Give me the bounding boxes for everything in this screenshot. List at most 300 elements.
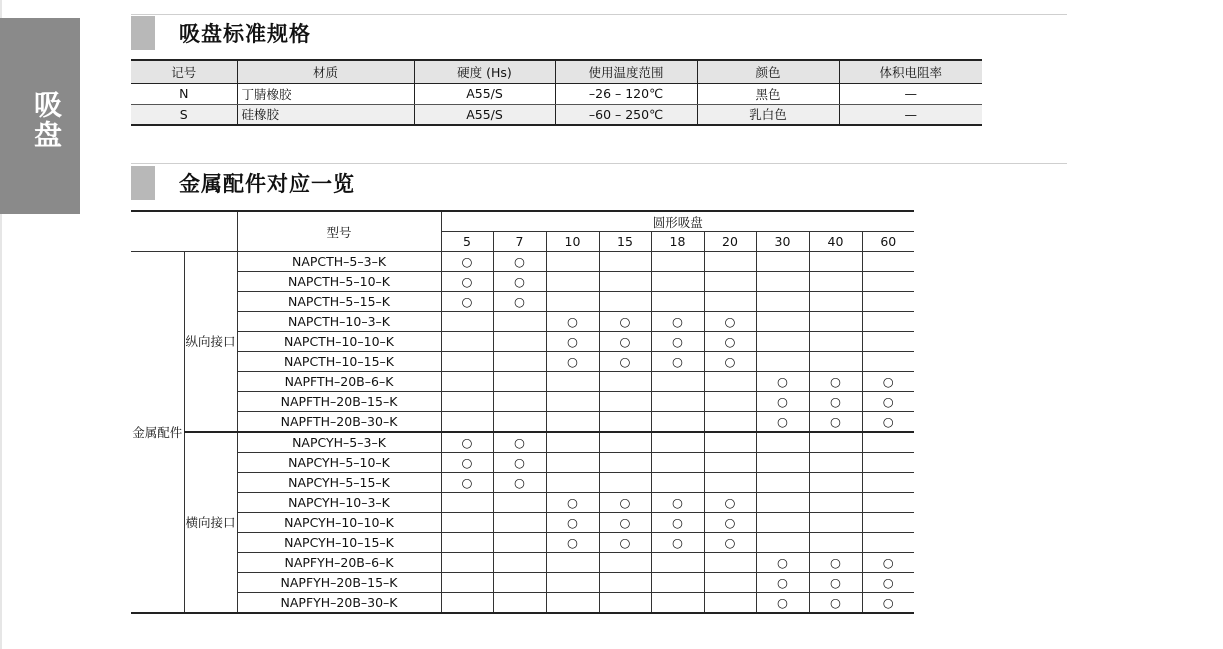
compat-cell (493, 392, 546, 412)
compat-cell (441, 432, 493, 453)
compat-cell (756, 553, 809, 573)
compat-cell (809, 533, 862, 553)
compat-cell (809, 432, 862, 453)
model-cell: NAPFTH–20B–6–K (237, 372, 441, 392)
table-row (131, 392, 914, 412)
model-cell: NAPCTH–10–15–K (237, 352, 441, 372)
compatible-mark: ○ (672, 354, 683, 369)
compat-cell (809, 292, 862, 312)
compat-cell (809, 272, 862, 292)
compatible-mark: ○ (724, 354, 736, 369)
compat-cell (704, 312, 756, 332)
compatible-mark: ○ (619, 535, 631, 550)
compat-cell (756, 292, 809, 312)
compat-cell (493, 312, 546, 332)
compat-cell (441, 332, 493, 352)
compat-cell (756, 372, 809, 392)
spec-header-cell: 使用温度范围 (555, 60, 697, 83)
compat-cell (651, 473, 704, 493)
compat-cell (493, 493, 546, 513)
compat-cell (599, 473, 651, 493)
spec-table (131, 59, 982, 126)
compatible-mark: ○ (830, 394, 841, 409)
table-row (131, 493, 914, 513)
spec-header-cell: 体积电阻率 (839, 60, 982, 83)
compatible-mark: ○ (724, 535, 736, 550)
model-cell: NAPCYH–5–15–K (237, 473, 441, 493)
model-cell: NAPFTH–20B–30–K (237, 412, 441, 433)
compat-cell (862, 573, 914, 593)
compat-cell (493, 352, 546, 372)
model-cell: NAPCYH–5–10–K (237, 453, 441, 473)
model-cell: NAPCTH–5–15–K (237, 292, 441, 312)
spec-cell: N (131, 83, 237, 104)
compat-cell (493, 473, 546, 493)
compat-cell (599, 332, 651, 352)
spec-section-header (131, 16, 311, 50)
compat-cell (756, 332, 809, 352)
model-cell: NAPCYH–10–15–K (237, 533, 441, 553)
compat-cell (704, 252, 756, 272)
compat-cell (756, 432, 809, 453)
size-header-cell: 60 (862, 232, 914, 252)
compatible-mark: ○ (882, 414, 894, 429)
compat-cell (651, 573, 704, 593)
compat-cell (651, 392, 704, 412)
spec-cell: –26 – 120℃ (555, 83, 697, 104)
compat-cell (809, 412, 862, 433)
compat-cell (651, 272, 704, 292)
category-label: 金属配件 (131, 252, 184, 614)
table-row (131, 553, 914, 573)
compat-cell (546, 412, 599, 433)
compat-cell (651, 432, 704, 453)
compatible-mark: ○ (882, 555, 894, 570)
model-cell: NAPCYH–5–3–K (237, 432, 441, 453)
size-header-cell: 30 (756, 232, 809, 252)
compat-cell (493, 553, 546, 573)
compat-cell (756, 453, 809, 473)
compat-header-row (131, 211, 914, 232)
compat-cell (546, 312, 599, 332)
compatible-mark: ○ (567, 354, 578, 369)
spec-cell: S (131, 104, 237, 125)
compat-cell (599, 412, 651, 433)
compat-cell (704, 372, 756, 392)
compat-cell (599, 392, 651, 412)
compat-cell (599, 372, 651, 392)
compat-cell (546, 553, 599, 573)
spec-cell: –60 – 250℃ (555, 104, 697, 125)
compatible-mark: ○ (777, 374, 788, 389)
compat-cell (493, 593, 546, 614)
spec-header-cell: 材质 (237, 60, 414, 83)
compat-cell (704, 432, 756, 453)
compat-cell (651, 493, 704, 513)
compat-cell (493, 453, 546, 473)
compat-cell (546, 292, 599, 312)
compat-cell (704, 352, 756, 372)
compatible-mark: ○ (567, 515, 578, 530)
compat-cell (493, 412, 546, 433)
compatible-mark: ○ (882, 575, 894, 590)
spec-cell: 丁腈橡胶 (237, 83, 414, 104)
compatible-mark: ○ (567, 314, 578, 329)
compatible-mark: ○ (830, 414, 841, 429)
compatible-mark: ○ (777, 575, 788, 590)
group-label: 纵向接口 (184, 252, 237, 433)
compat-cell (599, 493, 651, 513)
compat-cell (651, 252, 704, 272)
spec-cell: 硅橡胶 (237, 104, 414, 125)
compat-cell (441, 392, 493, 412)
compat-cell (862, 272, 914, 292)
compat-cell (704, 412, 756, 433)
spec-row (131, 83, 982, 104)
compat-cell (756, 272, 809, 292)
compatible-mark: ○ (461, 294, 473, 309)
spec-header-cell: 硬度 (Hs) (414, 60, 555, 83)
compat-cell (599, 272, 651, 292)
compat-cell (756, 412, 809, 433)
spec-cell: — (839, 104, 982, 125)
compat-section-title: 金属配件对应一览 (179, 172, 355, 196)
compat-cell (546, 573, 599, 593)
compat-cell (441, 553, 493, 573)
compat-cell (756, 352, 809, 372)
compat-cell (756, 513, 809, 533)
compat-cell (704, 553, 756, 573)
table-row (131, 473, 914, 493)
compat-cell (756, 392, 809, 412)
spec-row (131, 104, 982, 125)
table-row (131, 533, 914, 553)
table-row (131, 352, 914, 372)
compatible-mark: ○ (461, 475, 473, 490)
compat-cell (862, 432, 914, 453)
model-cell: NAPCYH–10–3–K (237, 493, 441, 513)
table-row (131, 332, 914, 352)
compat-cell (546, 493, 599, 513)
model-cell: NAPCTH–10–3–K (237, 312, 441, 332)
compat-cell (756, 573, 809, 593)
compat-cell (599, 513, 651, 533)
compat-cell (862, 513, 914, 533)
compat-cell (651, 332, 704, 352)
compat-cell (862, 312, 914, 332)
compat-cell (546, 593, 599, 614)
compat-cell (862, 453, 914, 473)
compat-cell (862, 533, 914, 553)
compat-cell (493, 272, 546, 292)
spec-cell: 黑色 (697, 83, 839, 104)
compat-cell (651, 593, 704, 614)
compat-cell (493, 252, 546, 272)
side-tab-label: 吸盘 (30, 90, 63, 150)
compat-cell (704, 493, 756, 513)
table-row (131, 312, 914, 332)
compatible-mark: ○ (514, 274, 525, 289)
compatible-mark: ○ (567, 334, 578, 349)
compat-cell (809, 513, 862, 533)
compat-cell (441, 493, 493, 513)
compat-cell (493, 332, 546, 352)
table-row (131, 573, 914, 593)
compatible-mark: ○ (777, 394, 788, 409)
compatible-mark: ○ (567, 495, 578, 510)
compatible-mark: ○ (672, 495, 683, 510)
compat-cell (756, 252, 809, 272)
group-label: 横向接口 (184, 432, 237, 613)
compat-cell (441, 573, 493, 593)
compat-cell (599, 252, 651, 272)
compat-cell (862, 553, 914, 573)
compat-cell (599, 292, 651, 312)
compat-table (131, 210, 914, 614)
compatible-mark: ○ (619, 495, 631, 510)
model-cell: NAPFYH–20B–15–K (237, 573, 441, 593)
compat-cell (704, 392, 756, 412)
compat-cell (441, 272, 493, 292)
compatible-mark: ○ (514, 475, 525, 490)
compat-cell (546, 252, 599, 272)
compat-cell (441, 312, 493, 332)
compatible-mark: ○ (514, 435, 525, 450)
compat-cell (704, 513, 756, 533)
compat-cell (862, 292, 914, 312)
spec-header-row (131, 60, 982, 83)
compat-cell (704, 453, 756, 473)
compat-cell (809, 372, 862, 392)
title-accent-bar (131, 16, 155, 50)
compat-cell (493, 513, 546, 533)
compat-cell (809, 593, 862, 614)
table-row (131, 513, 914, 533)
compatible-mark: ○ (777, 414, 788, 429)
compatible-mark: ○ (724, 515, 736, 530)
compat-cell (546, 513, 599, 533)
table-row (131, 453, 914, 473)
compatible-mark: ○ (461, 274, 473, 289)
compat-cell (493, 292, 546, 312)
spec-cell: A55/S (414, 104, 555, 125)
table-row (131, 252, 914, 272)
compatible-mark: ○ (514, 294, 525, 309)
size-header-cell: 7 (493, 232, 546, 252)
compat-cell (651, 553, 704, 573)
compatible-mark: ○ (567, 535, 578, 550)
compat-cell (441, 352, 493, 372)
compat-cell (756, 473, 809, 493)
compat-cell (599, 432, 651, 453)
compat-cell (651, 292, 704, 312)
compat-cell (756, 533, 809, 553)
compat-cell (704, 332, 756, 352)
compat-cell (651, 372, 704, 392)
model-cell: NAPCTH–5–10–K (237, 272, 441, 292)
table-row (131, 432, 914, 453)
section-divider-rule (131, 163, 1067, 164)
compat-cell (862, 252, 914, 272)
size-header-cell: 5 (441, 232, 493, 252)
spec-header-cell: 颜色 (697, 60, 839, 83)
compat-cell (756, 593, 809, 614)
table-row (131, 272, 914, 292)
side-category-tab (0, 18, 80, 214)
model-cell: NAPCTH–5–3–K (237, 252, 441, 272)
compat-cell (704, 573, 756, 593)
compat-cell (441, 252, 493, 272)
title-accent-bar (131, 166, 155, 200)
compat-cell (809, 312, 862, 332)
compat-cell (441, 473, 493, 493)
compat-cell (441, 292, 493, 312)
compat-cell (441, 412, 493, 433)
compat-cell (441, 513, 493, 533)
compatible-mark: ○ (461, 455, 473, 470)
compatible-mark: ○ (830, 595, 841, 610)
compatible-mark: ○ (724, 495, 736, 510)
table-row (131, 372, 914, 392)
model-header: 型号 (237, 211, 441, 252)
compat-cell (546, 372, 599, 392)
compat-cell (756, 493, 809, 513)
spec-section-title: 吸盘标准规格 (179, 22, 311, 46)
compatible-mark: ○ (672, 334, 683, 349)
compat-cell (441, 533, 493, 553)
compat-cell (704, 473, 756, 493)
compat-cell (862, 473, 914, 493)
compatible-mark: ○ (619, 314, 631, 329)
compatible-mark: ○ (882, 595, 894, 610)
compat-cell (704, 272, 756, 292)
compat-cell (862, 412, 914, 433)
compatible-mark: ○ (830, 374, 841, 389)
compat-cell (599, 352, 651, 372)
round-cup-header: 圆形吸盘 (441, 211, 914, 232)
compat-cell (599, 533, 651, 553)
compat-cell (546, 473, 599, 493)
compatible-mark: ○ (461, 435, 473, 450)
compat-cell (651, 412, 704, 433)
compatible-mark: ○ (777, 555, 788, 570)
compat-cell (493, 432, 546, 453)
compat-cell (809, 352, 862, 372)
compatible-mark: ○ (672, 314, 683, 329)
compatible-mark: ○ (830, 555, 841, 570)
compat-cell (599, 573, 651, 593)
compat-cell (704, 533, 756, 553)
compat-cell (651, 513, 704, 533)
table-row (131, 292, 914, 312)
compat-cell (546, 533, 599, 553)
compatible-mark: ○ (514, 455, 525, 470)
compat-cell (809, 573, 862, 593)
compatible-mark: ○ (619, 354, 631, 369)
compat-section-header (131, 166, 355, 200)
compat-cell (809, 473, 862, 493)
top-rule (131, 14, 1067, 15)
compat-cell (599, 453, 651, 473)
spec-cell: 乳白色 (697, 104, 839, 125)
compat-cell (651, 352, 704, 372)
compat-cell (756, 312, 809, 332)
compat-cell (493, 573, 546, 593)
compatible-mark: ○ (461, 254, 473, 269)
compatible-mark: ○ (882, 394, 894, 409)
compat-cell (862, 352, 914, 372)
compat-cell (809, 392, 862, 412)
compat-cell (862, 392, 914, 412)
model-cell: NAPCYH–10–10–K (237, 513, 441, 533)
model-cell: NAPCTH–10–10–K (237, 332, 441, 352)
size-header-cell: 15 (599, 232, 651, 252)
compat-cell (546, 272, 599, 292)
compat-cell (862, 593, 914, 614)
compatible-mark: ○ (724, 334, 736, 349)
compat-cell (546, 332, 599, 352)
compat-cell (546, 432, 599, 453)
compatible-mark: ○ (672, 535, 683, 550)
model-cell: NAPFYH–20B–30–K (237, 593, 441, 614)
table-row (131, 412, 914, 433)
size-header-cell: 18 (651, 232, 704, 252)
compatible-mark: ○ (882, 374, 894, 389)
spec-header-cell: 记号 (131, 60, 237, 83)
spec-cell: — (839, 83, 982, 104)
compatible-mark: ○ (672, 515, 683, 530)
compat-cell (809, 252, 862, 272)
compat-table-body (131, 211, 914, 613)
compat-cell (493, 372, 546, 392)
compat-cell (809, 332, 862, 352)
compat-cell (862, 332, 914, 352)
compat-cell (809, 553, 862, 573)
table-row (131, 593, 914, 614)
size-header-cell: 10 (546, 232, 599, 252)
compatible-mark: ○ (619, 515, 631, 530)
compat-cell (599, 312, 651, 332)
compat-cell (651, 453, 704, 473)
compat-cell (441, 593, 493, 614)
compat-cell (599, 553, 651, 573)
compat-cell (862, 372, 914, 392)
compat-cell (493, 533, 546, 553)
compatible-mark: ○ (830, 575, 841, 590)
compat-cell (862, 493, 914, 513)
compat-cell (809, 453, 862, 473)
compat-cell (704, 292, 756, 312)
compat-cell (651, 533, 704, 553)
compatible-mark: ○ (514, 254, 525, 269)
compat-cell (546, 352, 599, 372)
compat-cell (441, 372, 493, 392)
compat-cell (546, 392, 599, 412)
compat-cell (546, 453, 599, 473)
compat-cell (441, 453, 493, 473)
compatible-mark: ○ (724, 314, 736, 329)
compatible-mark: ○ (777, 595, 788, 610)
model-cell: NAPFTH–20B–15–K (237, 392, 441, 412)
compat-cell (809, 493, 862, 513)
model-cell: NAPFYH–20B–6–K (237, 553, 441, 573)
compat-cell (704, 593, 756, 614)
size-header-cell: 40 (809, 232, 862, 252)
compatible-mark: ○ (619, 334, 631, 349)
compat-header-blank (131, 211, 237, 252)
spec-cell: A55/S (414, 83, 555, 104)
compat-cell (651, 312, 704, 332)
